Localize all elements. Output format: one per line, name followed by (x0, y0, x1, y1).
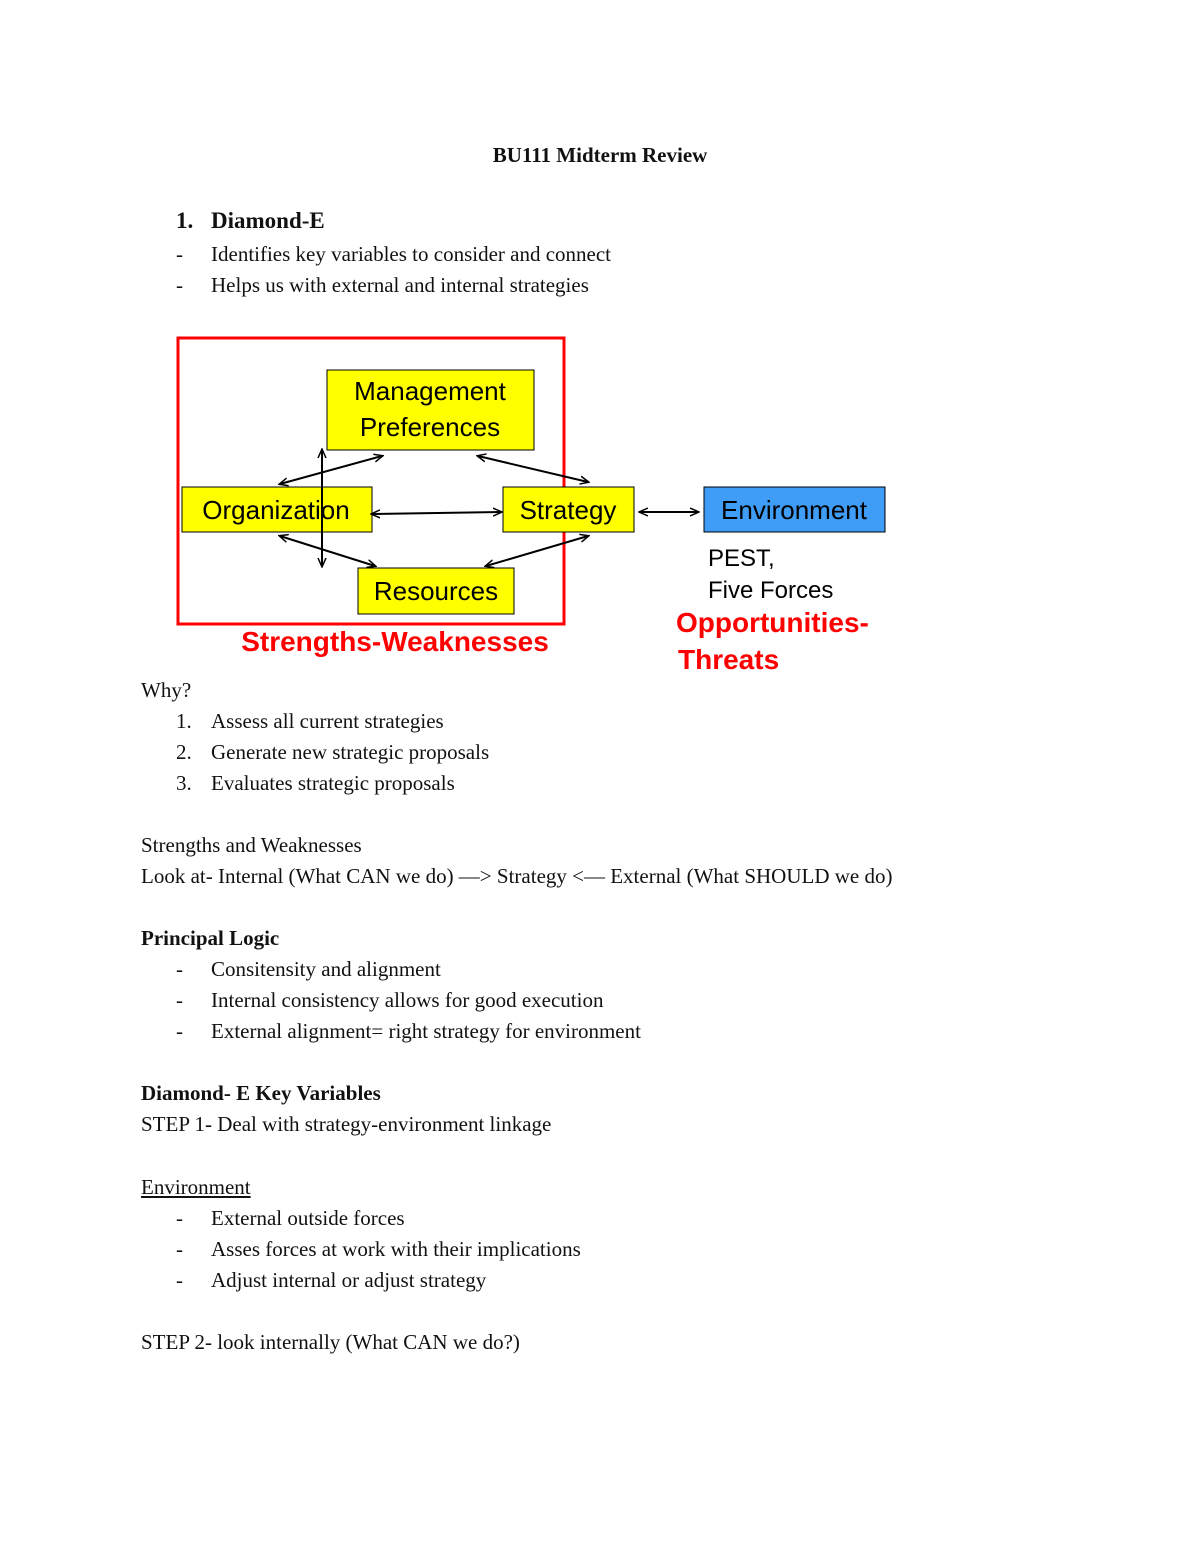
environment-heading: Environment (141, 1175, 251, 1199)
arrow-org-resources (280, 536, 375, 566)
bullet-dash: - (176, 1206, 183, 1230)
management-label-1: Management (354, 376, 506, 406)
strategy-label: Strategy (519, 495, 617, 525)
section-heading: Diamond-E (211, 208, 325, 233)
bullet-dash: - (176, 957, 183, 981)
environment-bullet-3: Adjust internal or adjust strategy (211, 1268, 487, 1292)
bullet-dash: - (176, 1019, 183, 1043)
resources-label: Resources (373, 576, 499, 606)
environment-bullet-1: External outside forces (211, 1206, 405, 1230)
management-label-2: Preferences (359, 412, 501, 442)
section-number: 1. (176, 208, 194, 233)
bullet-dash: - (176, 1237, 183, 1261)
page-title: BU111 Midterm Review (492, 143, 708, 167)
organization-label: Organization (202, 495, 350, 525)
environment-label: Environment (721, 495, 867, 525)
principal-bullet-3: External alignment= right strategy for environment (211, 1019, 641, 1043)
principal-bullet-1: Consitensity and alignment (211, 957, 441, 981)
why-heading: Why? (141, 678, 192, 702)
strengths-weaknesses-label: Strengths-Weaknesses (241, 626, 549, 657)
arrow-resources-strategy (486, 536, 588, 566)
environment-bullet-2: Asses forces at work with their implications (211, 1237, 581, 1261)
arrow-mgmt-strategy (478, 456, 588, 482)
pest-label: PEST, (708, 545, 775, 572)
principal-heading: Principal Logic (141, 926, 280, 950)
section1-bullet-1: Identifies key variables to consider and connect (211, 242, 612, 266)
why-num-1: 1. (176, 709, 192, 733)
bullet-dash: - (176, 242, 183, 266)
why-num-3: 3. (176, 771, 192, 795)
bullet-dash: - (176, 273, 183, 297)
why-item-1: Assess all current strategies (211, 709, 444, 733)
arrow-org-mgmt (280, 456, 382, 484)
step1-line: STEP 1- Deal with strategy-environment linkage (141, 1112, 552, 1136)
keyvars-heading: Diamond- E Key Variables (141, 1081, 381, 1105)
five-forces-label: Five Forces (708, 577, 834, 604)
diamond-e-diagram (170, 330, 910, 680)
principal-bullet-2: Internal consistency allows for good execution (211, 988, 604, 1012)
step2-line: STEP 2- look internally (What CAN we do?) (141, 1330, 520, 1354)
bullet-dash: - (176, 1268, 183, 1292)
threats-label: Threats (678, 644, 780, 675)
arrow-org-strategy (372, 512, 501, 514)
why-num-2: 2. (176, 740, 192, 764)
section1-bullet-2: Helps us with external and internal strategies (211, 273, 589, 297)
sw-heading: Strengths and Weaknesses (141, 833, 362, 857)
sw-line: Look at- Internal (What CAN we do) —> Strategy <— External (What SHOULD we do) (141, 864, 893, 888)
why-item-3: Evaluates strategic proposals (211, 771, 455, 795)
why-item-2: Generate new strategic proposals (211, 740, 490, 764)
bullet-dash: - (176, 988, 183, 1012)
opportunities-label: Opportunities- (676, 607, 869, 638)
